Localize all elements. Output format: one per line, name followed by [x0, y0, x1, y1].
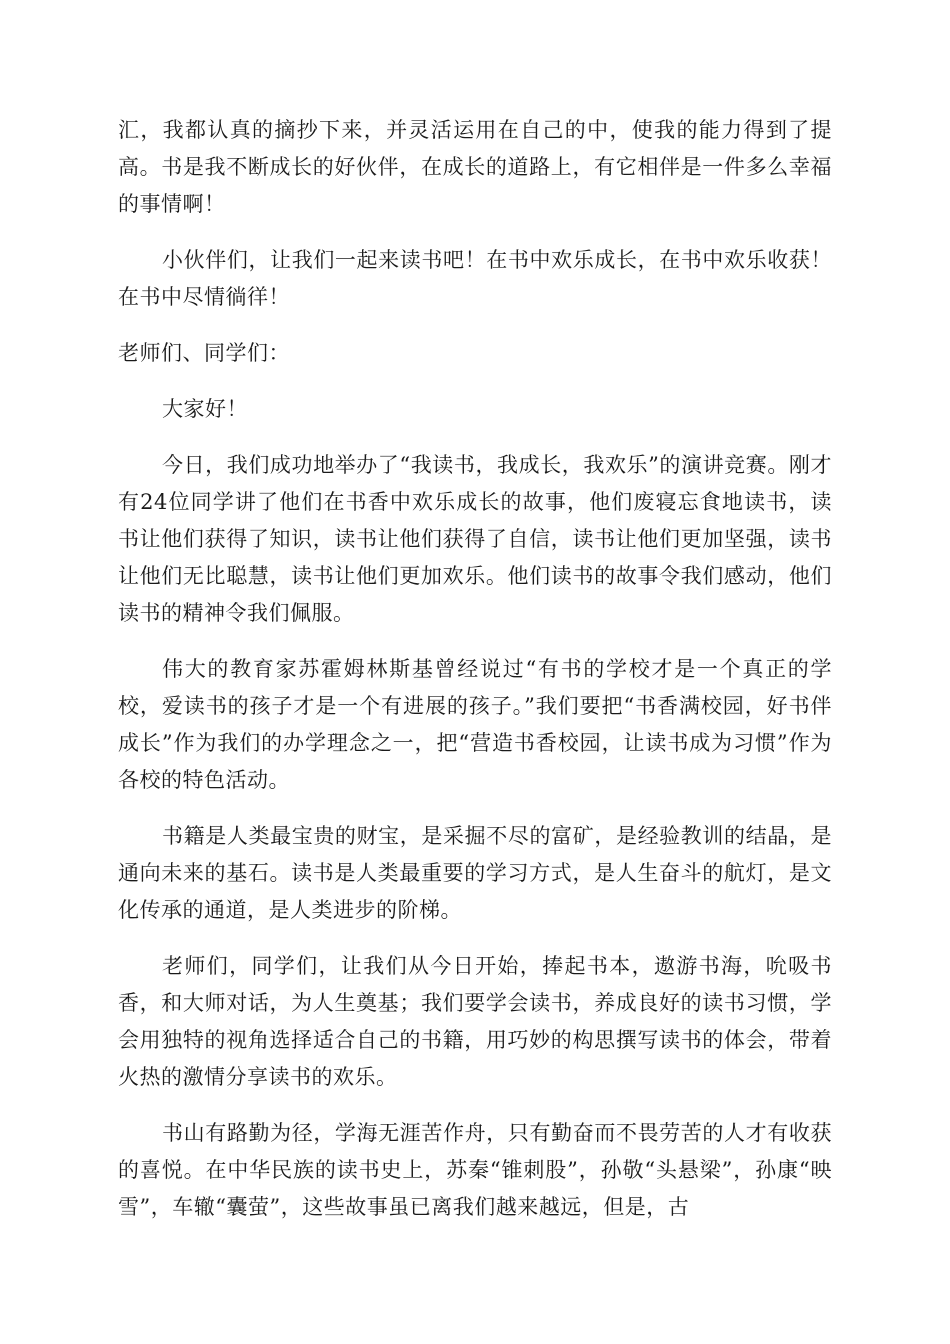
document-body — [118, 112, 832, 1245]
paragraph-2: 小伙伴们，让我们一起来读书吧！在书中欢乐成长，在书中欢乐收获！在书中尽情徜徉！ — [118, 248, 832, 309]
paragraph-7: 书籍是人类最宝贵的财宝，是采掘不尽的富矿，是经验教训的结晶，是通向未来的基石。读书是人类最重要的学习方式，是人生奋斗的航灯，是文化传承的通道，是人类进步的阶梯。 — [118, 824, 832, 922]
salutation: 老师们、同学们： — [118, 341, 290, 365]
greeting: 大家好！ — [162, 397, 248, 421]
paragraph-9: 书山有路勤为径，学海无涯苦作舟，只有勤奋而不畏劳苦的人才有收获的喜悦。在中华民族的读书史上，苏秦“锥刺股”，孙敬“头悬梁”，孙康“映雪”，车辙“囊萤”，这些故事虽已离我们越来越远，但是，古 — [118, 1121, 832, 1219]
paragraph-5: 今日，我们成功地举办了“我读书，我成长，我欢乐”的演讲竞赛。刚才有24位同学讲了他们在书香中欢乐成长的故事，他们废寝忘食地读书，读书让他们获得了知识，读书让他们获得了自信，读书让他们更加坚强，读书让他们无比聪慧，读书让他们更加欢乐。他们读书的故事令我们感动，他们读书的精神令我们佩服。 — [118, 453, 832, 625]
paragraph-8: 老师们，同学们，让我们从今日开始，捧起书本，遨游书海，吮吸书香，和大师对话，为人生奠基；我们要学会读书，养成良好的读书习惯，学会用独特的视角选择适合自己的书籍，用巧妙的构思撰写读书的体会，带着火热的激情分享读书的欢乐。 — [118, 954, 832, 1089]
paragraph-6: 伟大的教育家苏霍姆林斯基曾经说过“有书的学校才是一个真正的学校，爱读书的孩子才是一个有进展的孩子。”我们要把“书香满校园，好书伴成长”作为我们的办学理念之一，把“营造书香校园，让读书成为习惯”作为各校的特色活动。 — [118, 657, 832, 792]
paragraph-1: 汇，我都认真的摘抄下来，并灵活运用在自己的中，使我的能力得到了提高。书是我不断成长的好伙伴，在成长的道路上，有它相伴是一件多么幸福的事情啊！ — [118, 118, 832, 216]
